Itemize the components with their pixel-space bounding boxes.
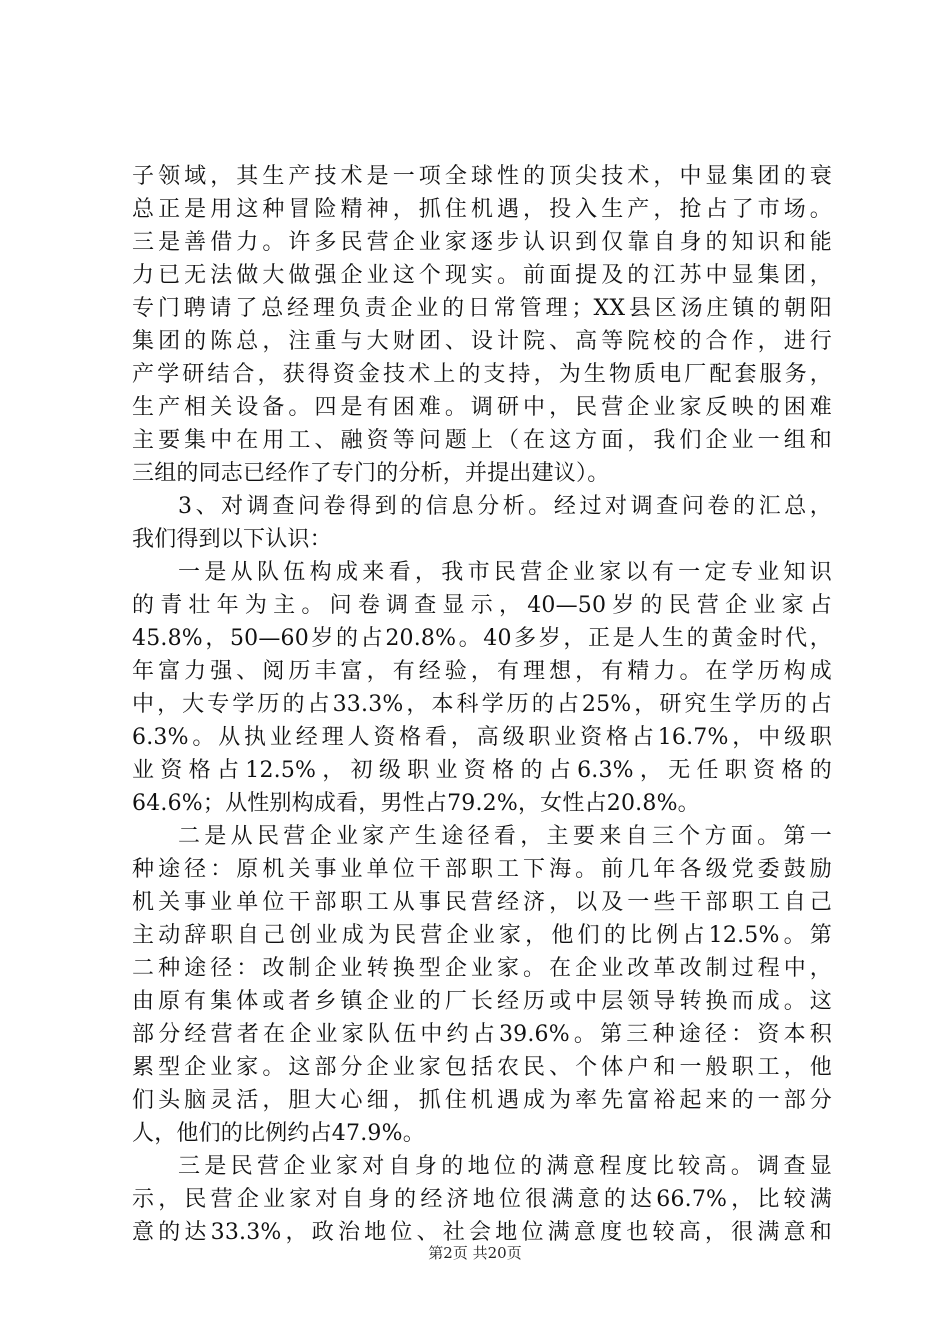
text-line: 主要集中在用工、融资等问题上（在这方面，我们企业一组和: [132, 428, 832, 453]
text-line: 64.6%；从性别构成看，男性占79.2%，女性占20.8%。: [132, 791, 700, 816]
text-line: 主动辞职自己创业成为民营企业家，他们的比例占12.5%。第: [132, 923, 832, 948]
text-line: 生产相关设备。四是有困难。调研中，民营企业家反映的困难: [132, 395, 832, 420]
text-line: 们头脑灵活，胆大心细，抓住机遇成为率先富裕起来的一部分: [132, 1088, 832, 1113]
text-line: 总正是用这种冒险精神，抓住机遇，投入生产，抢占了市场。: [132, 197, 832, 222]
text-line: 由原有集体或者乡镇企业的厂长经历或中层领导转换而成。这: [132, 989, 832, 1014]
text-line: 3、对调查问卷得到的信息分析。经过对调查问卷的汇总，: [178, 494, 832, 519]
text-line: 三是善借力。许多民营企业家逐步认识到仅靠自身的知识和能: [132, 230, 832, 255]
text-line: 力已无法做大做强企业这个现实。前面提及的江苏中显集团，: [132, 263, 832, 288]
text-line: 的青壮年为主。问卷调查显示，40—50岁的民营企业家占: [132, 593, 832, 618]
body-text: [132, 160, 832, 1249]
text-line: 专门聘请了总经理负责企业的日常管理；XX县区汤庄镇的朝阳: [132, 296, 832, 321]
text-line: 子领域，其生产技术是一项全球性的顶尖技术，中显集团的衰: [132, 164, 832, 189]
text-line: 年富力强、阅历丰富，有经验，有理想，有精力。在学历构成: [132, 659, 832, 684]
text-line: 业资格占12.5%，初级职业资格的占6.3%，无任职资格的: [132, 758, 832, 783]
text-line: 6.3%。从执业经理人资格看，高级职业资格占16.7%，中级职: [132, 725, 832, 750]
text-line: 意的达33.3%，政治地位、社会地位满意度也较高，很满意和: [132, 1220, 832, 1245]
text-line: 机关事业单位干部职工从事民营经济，以及一些干部职工自己: [132, 890, 832, 915]
page-footer: 第2页 共20页: [428, 1244, 522, 1262]
text-line: 一是从队伍构成来看，我市民营企业家以有一定专业知识: [178, 560, 832, 585]
text-line: 二是从民营企业家产生途径看，主要来自三个方面。第一: [178, 824, 832, 849]
text-line: 45.8%，50—60岁的占20.8%。40多岁，正是人生的黄金时代，: [132, 626, 832, 651]
text-line: 种途径：原机关事业单位干部职工下海。前几年各级党委鼓励: [132, 857, 832, 882]
text-line: 示，民营企业家对自身的经济地位很满意的达66.7%，比较满: [132, 1187, 832, 1212]
text-line: 集团的陈总，注重与大财团、设计院、高等院校的合作，进行: [132, 329, 832, 354]
text-line: 我们得到以下认识：: [132, 527, 332, 552]
text-line: 三是民营企业家对自身的地位的满意程度比较高。调查显: [178, 1154, 832, 1179]
text-line: 中，大专学历的占33.3%，本科学历的占25%，研究生学历的占: [132, 692, 832, 717]
text-line: 产学研结合，获得资金技术上的支持，为生物质电厂配套服务，: [132, 362, 832, 387]
text-line: 三组的同志已经作了专门的分析，并提出建议）。: [132, 461, 610, 486]
text-line: 累型企业家。这部分企业家包括农民、个体户和一般职工，他: [132, 1055, 832, 1080]
text-line: 二种途径：改制企业转换型企业家。在企业改革改制过程中，: [132, 956, 832, 981]
text-line: 人，他们的比例约占47.9%。: [132, 1121, 425, 1146]
text-line: 部分经营者在企业家队伍中约占39.6%。第三种途径：资本积: [132, 1022, 832, 1047]
